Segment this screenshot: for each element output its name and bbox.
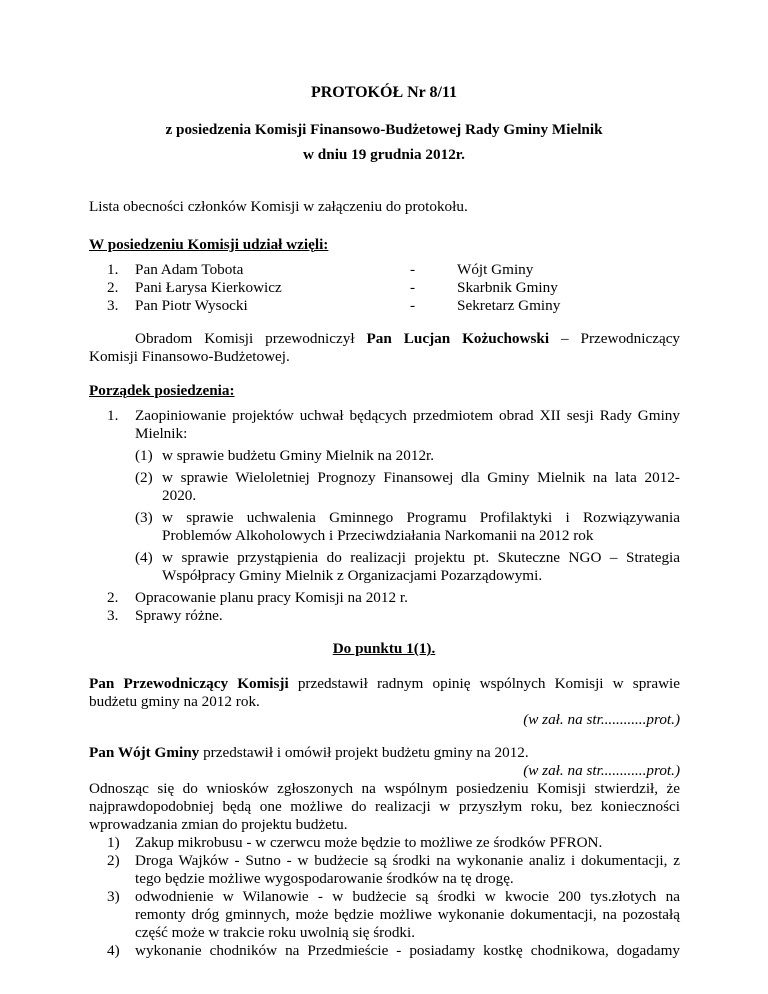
participant-name: Pan Adam Tobota xyxy=(135,261,244,278)
agenda-subitem-num: (3) xyxy=(135,509,153,526)
agenda-subitem-text: w sprawie budżetu Gminy Mielnik na 2012r. xyxy=(162,447,435,464)
agenda-subitem-text-cont: Problemów Alkoholowych i Przeciwdziałania Narkomanii na 2012 rok xyxy=(162,527,594,544)
agenda-subitem-text-cont: Współpracy Gminy Mielnik z Organizacjami Pozarządowymi. xyxy=(162,567,543,584)
participant-role: Wójt Gminy xyxy=(457,261,534,278)
agenda-subitem-text: w sprawie przystąpienia do realizacji projektu pt. Skuteczne NGO – Strategia xyxy=(162,549,680,566)
agenda-item-num: 3. xyxy=(107,607,119,624)
agenda-item-text: Sprawy różne. xyxy=(135,607,223,624)
point-text-cont: tego będzie możliwe wygospodarowanie środków na tę drogę. xyxy=(135,870,514,887)
attachment-reference: (w zał. na str............prot.) xyxy=(523,711,680,728)
paragraph-text: przedstawił radnym opinię wspólnych Komisji w sprawie xyxy=(297,675,681,692)
paragraph-text-cont: budżetu gminy na 2012 rok. xyxy=(89,693,260,710)
agenda-item-num: 1. xyxy=(107,407,119,424)
chair-pre: Obradom Komisji przewodniczył xyxy=(135,330,355,347)
point-text: Zakup mikrobusu - w czerwcu może będzie to możliwe ze środków PFRON. xyxy=(135,834,603,851)
participants-heading: W posiedzeniu Komisji udział wzięli: xyxy=(89,236,329,253)
agenda-subitem-num: (4) xyxy=(135,549,153,566)
attachment-reference: (w zał. na str............prot.) xyxy=(523,762,680,779)
participant-dash: - xyxy=(410,297,416,314)
document-date: w dniu 19 grudnia 2012r. xyxy=(303,146,465,163)
attendance-note: Lista obecności członków Komisji w załączeniu do protokołu. xyxy=(89,198,468,215)
participant-num: 3. xyxy=(107,297,119,314)
paragraph-line: najprawdopodobniej będą one możliwe do realizacji w przyszłym roku, bez konieczności xyxy=(89,798,680,815)
participant-role: Sekretarz Gminy xyxy=(457,297,561,314)
point-num: 2) xyxy=(107,852,120,869)
point-text: wykonanie chodników na Przedmieście - posiadamy kostkę chodnikowa, dogadamy xyxy=(135,942,680,959)
agenda-item-text-cont: Mielnik: xyxy=(135,425,188,442)
participant-role: Skarbnik Gminy xyxy=(457,279,558,296)
agenda-item-num: 2. xyxy=(107,589,119,606)
point-text-cont: remonty dróg gminnych, może będzie możliwe wykonanie dokumentacji, na pozostałą xyxy=(135,906,680,923)
chair-name: Pan Lucjan Kożuchowski xyxy=(366,330,550,347)
point-num: 3) xyxy=(107,888,120,905)
agenda-subitem-text: w sprawie Wieloletniej Prognozy Finansowej dla Gminy Mielnik na lata 2012- xyxy=(162,469,680,486)
participant-name: Pan Piotr Wysocki xyxy=(135,297,248,314)
point-text-cont: część może w trakcie roku uwolnią się środki. xyxy=(135,924,416,941)
chair-line2: Komisji Finansowo-Budżetowej. xyxy=(89,348,290,365)
participant-num: 2. xyxy=(107,279,119,296)
speaker-chairman: Pan Przewodniczący Komisji xyxy=(89,675,289,692)
point-text: Droga Wajków - Sutno - w budżecie są środki na wykonanie analiz i dokumentacji, z xyxy=(135,852,680,869)
section-paragraph-2 xyxy=(89,744,529,762)
document-subtitle: z posiedzenia Komisji Finansowo-Budżetowej Rady Gminy Mielnik xyxy=(165,121,603,138)
agenda-item-text: Zaopiniowanie projektów uchwał będących przedmiotem obrad XII sesji Rady Gminy xyxy=(135,407,680,424)
point-num: 4) xyxy=(107,942,120,959)
paragraph-text: przedstawił i omówił projekt budżetu gminy na 2012. xyxy=(203,744,529,761)
participant-num: 1. xyxy=(107,261,119,278)
participant-dash: - xyxy=(410,261,416,278)
agenda-subitem-num: (1) xyxy=(135,447,153,464)
agenda-subitem-num: (2) xyxy=(135,469,153,486)
paragraph-line: Odnosząc się do wniosków zgłoszonych na wspólnym posiedzeniu Komisji stwierdził, że xyxy=(89,780,680,797)
document-title: PROTOKÓŁ Nr 8/11 xyxy=(310,84,458,101)
agenda-subitem-text: w sprawie uchwalenia Gminnego Programu Profilaktyki i Rozwiązywania xyxy=(162,509,680,526)
participant-name: Pani Łarysa Kierkowicz xyxy=(135,279,282,296)
section-heading: Do punktu 1(1). xyxy=(332,640,436,657)
participant-dash: - xyxy=(410,279,416,296)
agenda-item-text: Opracowanie planu pracy Komisji na 2012 r. xyxy=(135,589,408,606)
chair-post: – Przewodniczący xyxy=(560,330,681,347)
agenda-heading: Porządek posiedzenia: xyxy=(89,382,235,399)
section-paragraph-1 xyxy=(89,675,680,693)
agenda-subitem-text-cont: 2020. xyxy=(162,487,197,504)
chair-paragraph xyxy=(135,330,680,348)
point-text: odwodnienie w Wilanowie - w budżecie są środki w kwocie 200 tys.złotych na xyxy=(135,888,680,905)
paragraph-line: wprowadzania zmian do projektu budżetu. xyxy=(89,816,348,833)
speaker-wojt: Pan Wójt Gminy xyxy=(89,744,200,761)
point-num: 1) xyxy=(107,834,120,851)
